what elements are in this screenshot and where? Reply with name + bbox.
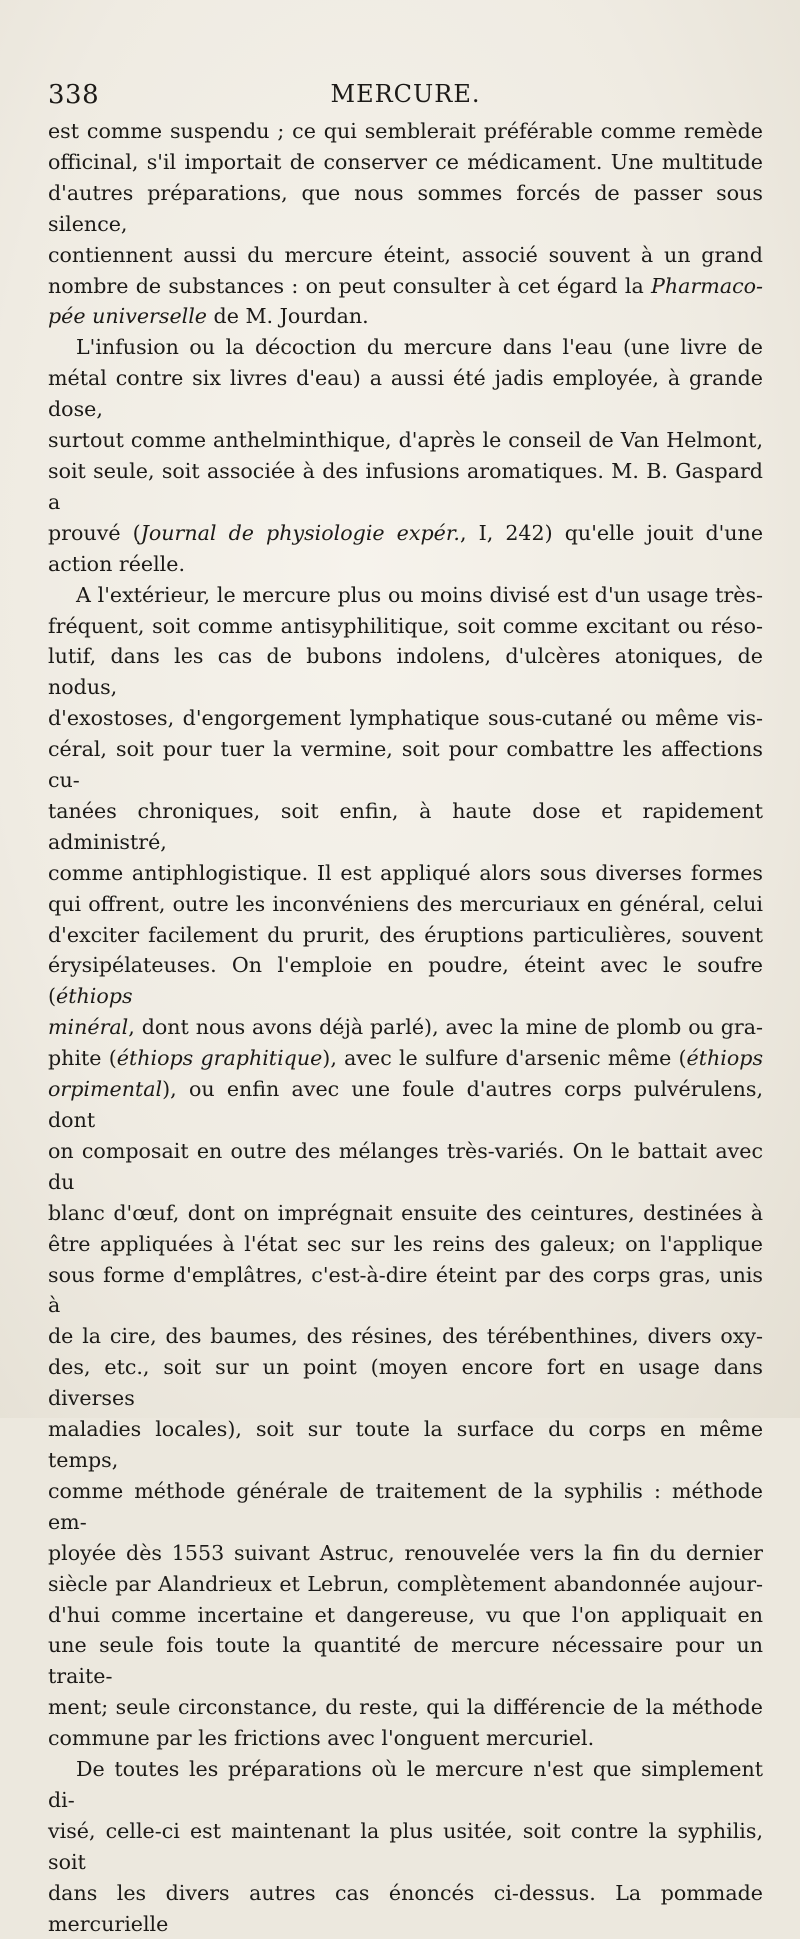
text-line: érysipélateuses. On l'emploie en poudre, éteint avec le soufre (éthiops xyxy=(48,953,763,1009)
text-line: siècle par Alandrieux et Lebrun, complètement abandonnée aujour- xyxy=(48,1571,763,1596)
text-line: maladies locales), soit sur toute la surface du corps en même temps, xyxy=(48,1417,763,1472)
text-line: tanées chroniques, soit enfin, à haute dose et rapidement administré, xyxy=(48,798,763,854)
text-line: action réelle. xyxy=(48,551,186,576)
italic-text: éthiops xyxy=(686,1046,764,1071)
italic-text: éthiops xyxy=(56,984,133,1009)
paragraph-1 xyxy=(48,116,763,332)
text-line: d'hui comme incertaine et dangereuse, vu que l'on appliquait en xyxy=(48,1602,763,1627)
text-line: contiennent aussi du mercure éteint, associé souvent à un grand xyxy=(48,242,763,267)
italic-text: minéral xyxy=(48,1015,129,1040)
text-line: fréquent, soit comme antisyphilitique, soit comme excitant ou réso- xyxy=(48,613,763,638)
text-line: lutif, dans les cas de bubons indolens, d'ulcères atoniques, de nodus, xyxy=(48,644,763,700)
text-line: orpimental), ou enfin avec une foule d'autres corps pulvérulens, dont xyxy=(48,1077,763,1132)
text-line: blanc d'œuf, dont on imprégnait ensuite des ceintures, destinées à xyxy=(48,1200,763,1225)
text-line: de la cire, des baumes, des résines, des térébenthines, divers oxy- xyxy=(48,1324,763,1349)
text-line: soit seule, soit associée à des infusions aromatiques. M. B. Gaspard a xyxy=(48,458,763,514)
text-line: des, etc., soit sur un point (moyen encore fort en usage dans diverses xyxy=(48,1355,763,1411)
text-line: est comme suspendu ; ce qui semblerait préférable comme remède xyxy=(48,119,763,143)
text-line: ployée dès 1553 suivant Astruc, renouvelée vers la fin du dernier xyxy=(48,1540,763,1565)
text-line: métal contre six livres d'eau) a aussi été jadis employée, à grande dose, xyxy=(48,366,763,422)
text-line: d'autres préparations, que nous sommes forcés de passer sous silence, xyxy=(48,180,763,236)
text-line: comme méthode générale de traitement de la syphilis : méthode em- xyxy=(48,1478,763,1534)
text-line: d'exciter facilement du prurit, des éruptions particulières, souvent xyxy=(48,922,763,947)
text-line: dans les divers autres cas énoncés ci-dessus. La pommade mercurielle xyxy=(48,1880,763,1936)
italic-text: pée universelle xyxy=(48,304,207,329)
running-head xyxy=(48,80,763,114)
text-line: comme antiphlogistique. Il est appliqué alors sous diverses formes xyxy=(48,860,763,885)
text-line: sous forme d'emplâtres, c'est-à-dire éteint par des corps gras, unis à xyxy=(48,1262,763,1318)
italic-text: orpimental xyxy=(48,1077,163,1102)
text-line: nombre de substances : on peut consulter à cet égard la Pharmaco- xyxy=(48,273,763,298)
paragraph-3 xyxy=(48,580,763,1754)
text-line: qui offrent, outre les inconvéniens des mercuriaux en général, celui xyxy=(48,891,763,916)
text-line: céral, soit pour tuer la vermine, soit pour combattre les affections cu- xyxy=(48,737,763,793)
italic-text: éthiops graphitique xyxy=(116,1046,323,1071)
text-line: officinal, s'il importait de conserver ce médicament. Une multitude xyxy=(48,149,763,174)
text-line: pée universelle de M. Jourdan. xyxy=(48,304,369,329)
text-line: De toutes les préparations où le mercure n'est que simplement di- xyxy=(48,1757,763,1812)
text-line: on composait en outre des mélanges très-variés. On le battait avec du xyxy=(48,1138,763,1194)
text-line: phite (éthiops graphitique), avec le sulfure d'arsenic même (éthiops xyxy=(48,1046,764,1071)
text-line: A l'extérieur, le mercure plus ou moins divisé est d'un usage très- xyxy=(76,582,763,607)
paragraph-4 xyxy=(48,1754,763,1939)
text-line: d'exostoses, d'engorgement lymphatique sous-cutané ou même vis- xyxy=(48,706,763,731)
text-line: L'infusion ou la décoction du mercure dans l'eau (une livre de xyxy=(76,335,763,360)
text-line: commune par les frictions avec l'onguent mercuriel. xyxy=(48,1726,595,1751)
italic-text: Journal de physiologie expér. xyxy=(140,520,460,545)
text-line: une seule fois toute la quantité de mercure nécessaire pour un traite- xyxy=(48,1633,763,1689)
text-line: prouvé (Journal de physiologie expér., I, 242) qu'elle jouit d'une xyxy=(48,520,764,545)
paragraph-2 xyxy=(48,332,763,579)
page-number: 338 xyxy=(48,80,100,110)
text-line: être appliquées à l'état sec sur les reins des galeux; on l'applique xyxy=(48,1231,763,1256)
text-line: ment; seule circonstance, du reste, qui la différencie de la méthode xyxy=(48,1695,763,1720)
italic-text: Pharmaco- xyxy=(651,273,763,298)
running-title: MERCURE. xyxy=(330,80,481,108)
text-line: surtout comme anthelminthique, d'après le conseil de Van Helmont, xyxy=(48,428,763,453)
text-line: visé, celle-ci est maintenant la plus usitée, soit contre la syphilis, soit xyxy=(48,1818,763,1874)
text-line: minéral, dont nous avons déjà parlé), avec la mine de plomb ou gra- xyxy=(48,1015,763,1040)
body-text xyxy=(48,116,763,1939)
